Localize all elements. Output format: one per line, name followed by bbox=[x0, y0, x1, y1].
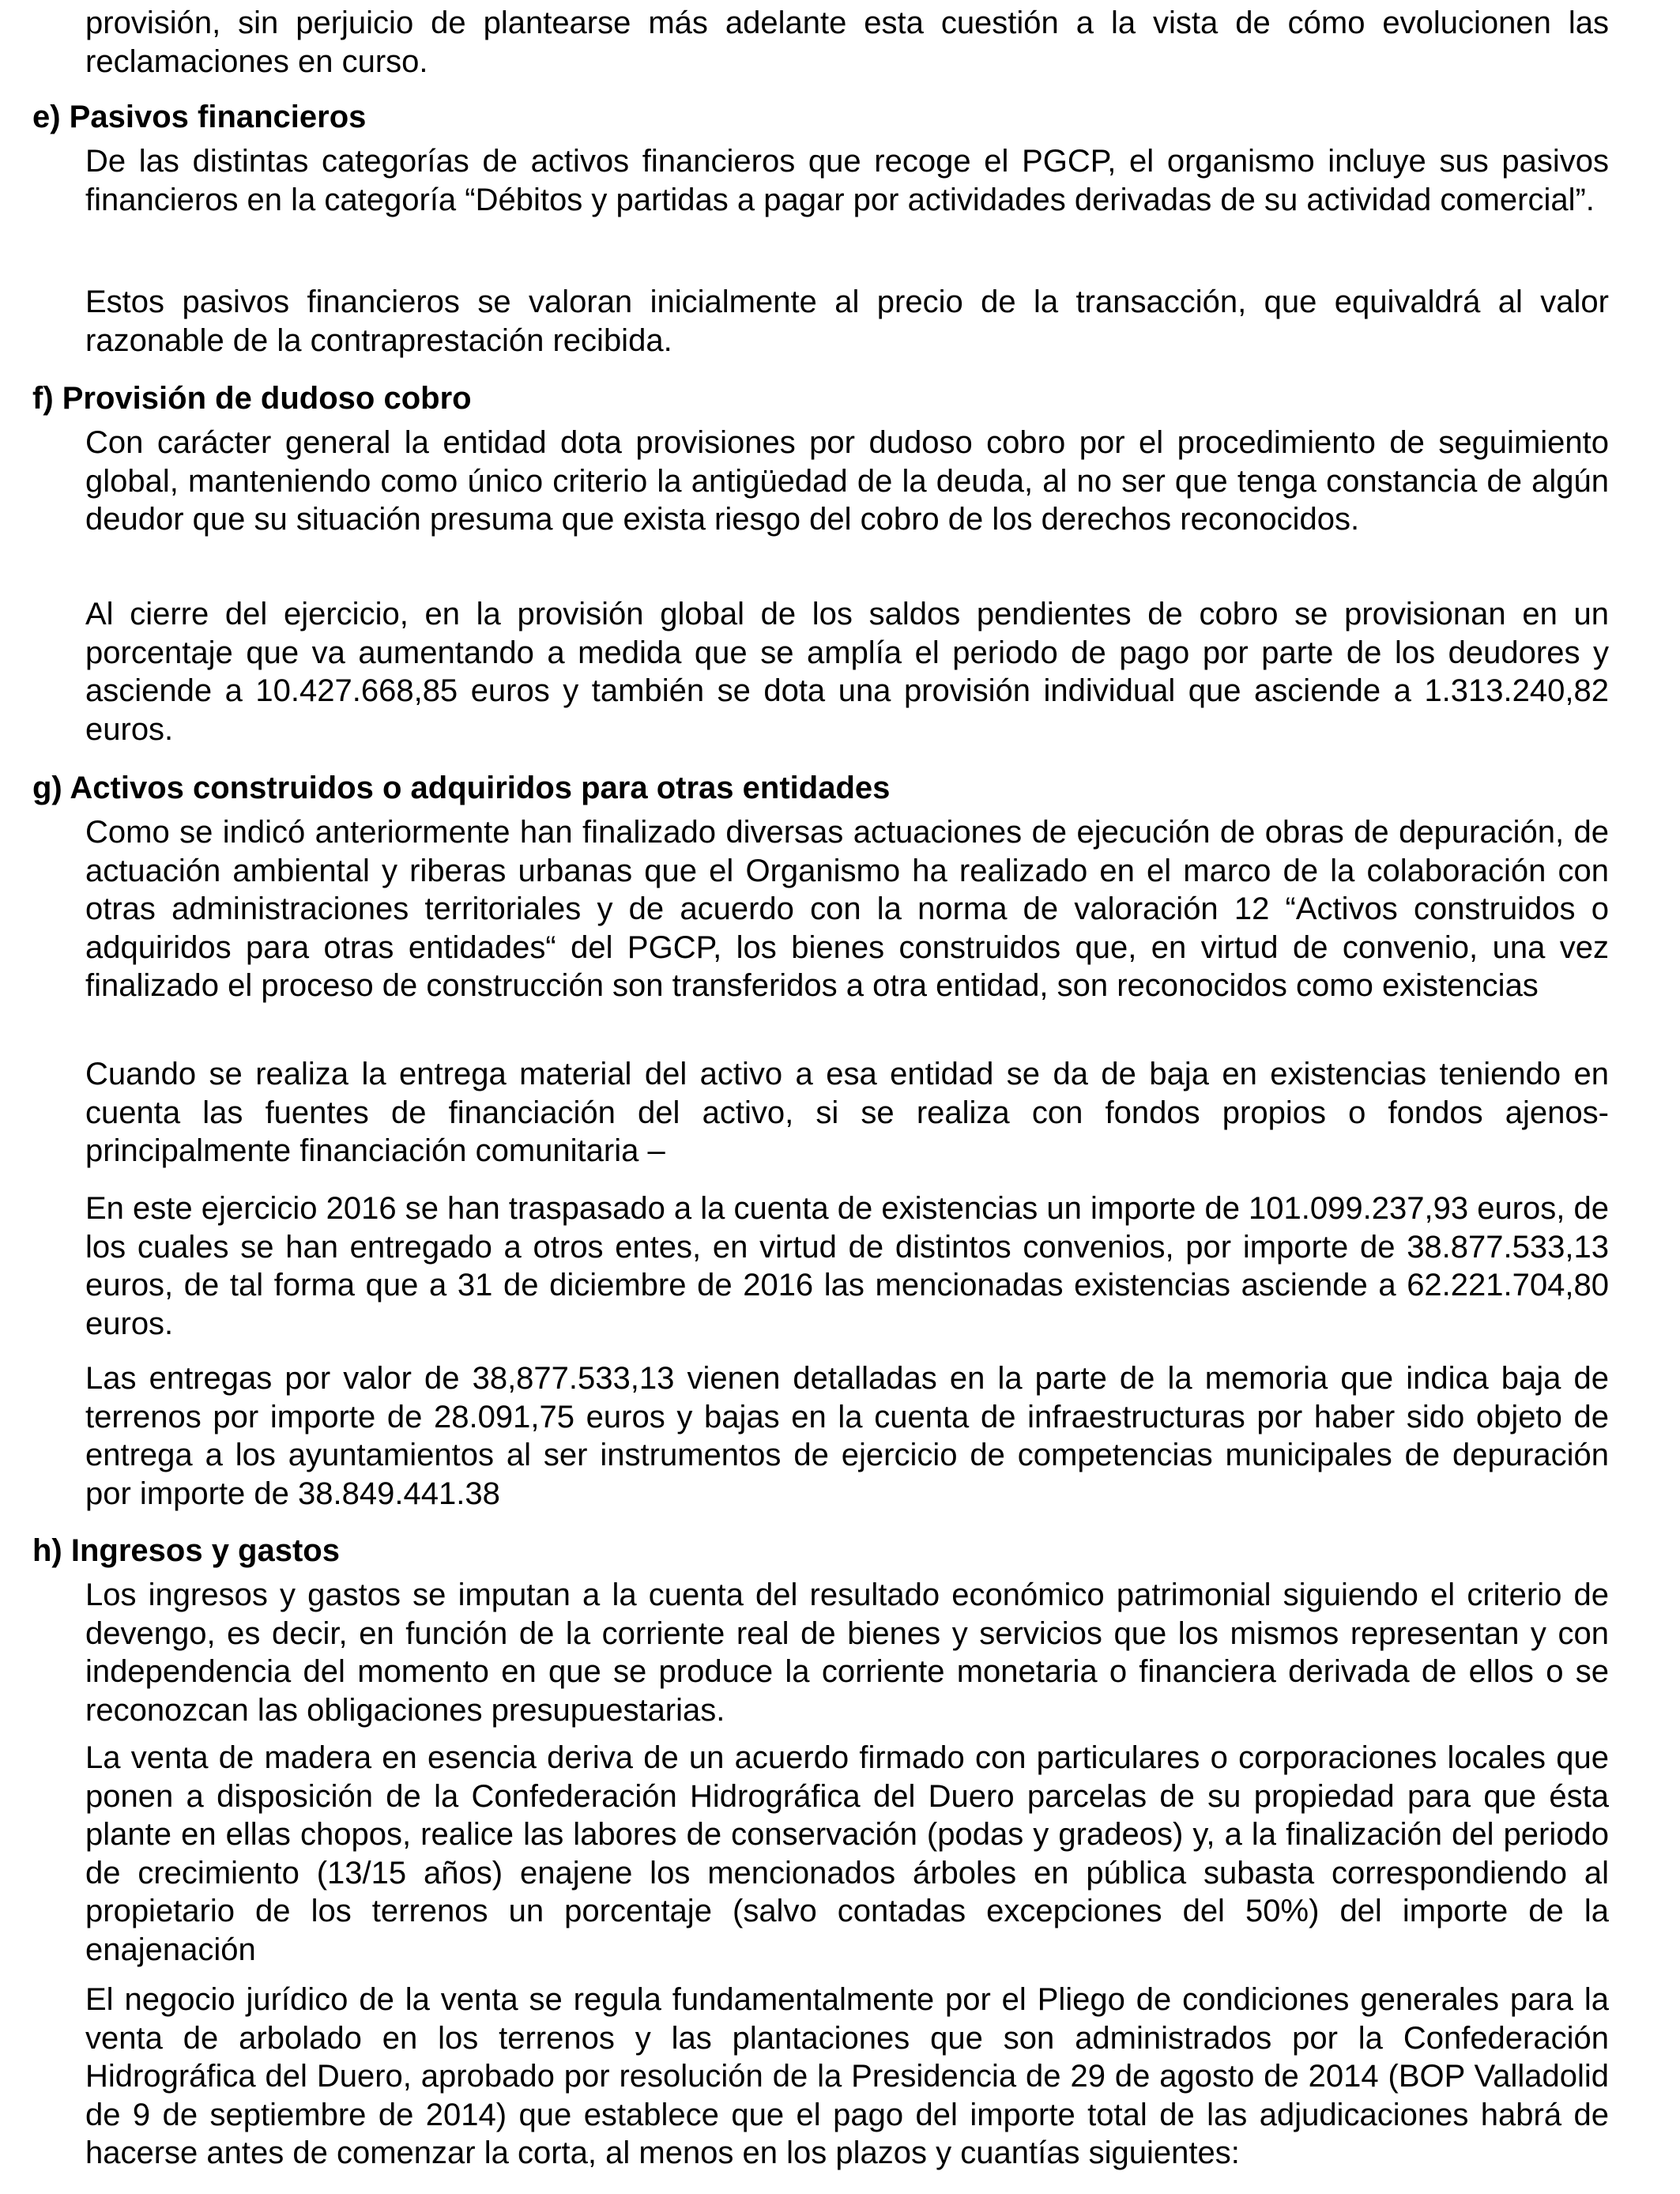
paragraph-activos-bajas: Las entregas por valor de 38,877.533,13 vienen detalladas en la parte de la memoria que indica baja de terrenos por importe de 28.091,75 euros y bajas en la cuenta de infraestructuras por haber sido objeto de entrega a los ayuntamientos al ser instrumentos de ejercicio de competencias municipales de depuración por importe de 38.849.441.38 bbox=[85, 1361, 1609, 1511]
heading-pasivos-financieros: e) Pasivos financieros bbox=[32, 100, 367, 134]
paragraph-ingresos-devengo: Los ingresos y gastos se imputan a la cuenta del resultado económico patrimonial siguiendo el criterio de devengo, es decir, en función de la corriente real de bienes y servicios que los mismos representan y con independencia del momento en que se produce la corriente monetaria o financiera derivada de ellos o se reconozcan las obligaciones presupuestarias. bbox=[85, 1578, 1609, 1728]
paragraph-dudoso-cobro-criterio: Con carácter general la entidad dota provisiones por dudoso cobro por el procedimiento de seguimiento global, manteniendo como único criterio la antigüedad de la deuda, al no ser que tenga constancia de algún deudor que su situación presuma que exista riesgo del cobro de los derechos reconocidos. bbox=[85, 425, 1609, 537]
heading-ingresos-gastos: h) Ingresos y gastos bbox=[32, 1533, 340, 1568]
heading-provision-dudoso-cobro: f) Provisión de dudoso cobro bbox=[32, 381, 472, 416]
paragraph-dudoso-cobro-importe: Al cierre del ejercicio, en la provisión global de los saldos pendientes de cobro se provisionan en un porcentaje que va aumentando a medida que se amplía el periodo de pago por parte de los deudores y asciende a 10.427.668,85 euros y también se dota una provisión individual que asciende a 1.313.240,82 euros. bbox=[85, 597, 1609, 747]
paragraph-pliego-condiciones: El negocio jurídico de la venta se regula fundamentalmente por el Pliego de condiciones generales para la venta de arbolado en los terrenos y las plantaciones que son administrados por la Confederación Hidrográfica del Duero, aprobado por resolución de la Presidencia de 29 de agosto de 2014 (BOP Valladolid de 9 de septiembre de 2014) que establece que el pago del importe total de las adjudicaciones habrá de hacerse antes de comenzar la corta, al menos en los plazos y cuantías siguientes: bbox=[85, 1982, 1609, 2170]
paragraph-activos-entrega: Cuando se realiza la entrega material del activo a esa entidad se da de baja en existencias teniendo en cuenta las fuentes de financiación del activo, si se realiza con fondos propios o fondos ajenos-principalmente financiación comunitaria – bbox=[85, 1057, 1609, 1168]
paragraph-activos-actuaciones: Como se indicó anteriormente han finalizado diversas actuaciones de ejecución de obras de depuración, de actuación ambiental y riberas urbanas que el Organismo ha realizado en el marco de la colaboración con otras administraciones territoriales y de acuerdo con la norma de valoración 12 “Activos construidos o adquiridos para otras entidades“ del PGCP, los bienes construidos que, en virtud de convenio, una vez finalizado el proceso de construcción son transferidos a otra entidad, son reconocidos como existencias bbox=[85, 815, 1609, 1003]
heading-activos-construidos: g) Activos construidos o adquiridos para otras entidades bbox=[32, 771, 891, 805]
paragraph-pasivos-categoria: De las distintas categorías de activos financieros que recoge el PGCP, el organismo incluye sus pasivos financieros en la categoría “Débitos y partidas a pagar por actividades derivadas de su actividad comercial”. bbox=[85, 144, 1609, 217]
paragraph-activos-traspaso: En este ejercicio 2016 se han traspasado a la cuenta de existencias un importe de 101.099.237,93 euros, de los cuales se han entregado a otros entes, en virtud de distintos convenios, por importe de 38.877.533,13 euros, de tal forma que a 31 de diciembre de 2016 las mencionadas existencias asciende a 62.221.704,80 euros. bbox=[85, 1191, 1609, 1341]
paragraph-provision-intro: provisión, sin perjuicio de plantearse más adelante esta cuestión a la vista de cómo evolucionen las reclamaciones en curso. bbox=[85, 6, 1609, 79]
paragraph-pasivos-valoracion: Estos pasivos financieros se valoran inicialmente al precio de la transacción, que equivaldrá al valor razonable de la contraprestación recibida. bbox=[85, 285, 1609, 358]
paragraph-venta-madera: La venta de madera en esencia deriva de un acuerdo firmado con particulares o corporaciones locales que ponen a disposición de la Confederación Hidrográfica del Duero parcelas de su propiedad para que ésta plante en ellas chopos, realice las labores de conservación (podas y gradeos) y, a la finalización del periodo de crecimiento (13/15 años) enajene los mencionados árboles en pública subasta correspondiendo al propietario de los terrenos un porcentaje (salvo contadas excepciones del 50%) del importe de la enajenación bbox=[85, 1740, 1609, 1967]
